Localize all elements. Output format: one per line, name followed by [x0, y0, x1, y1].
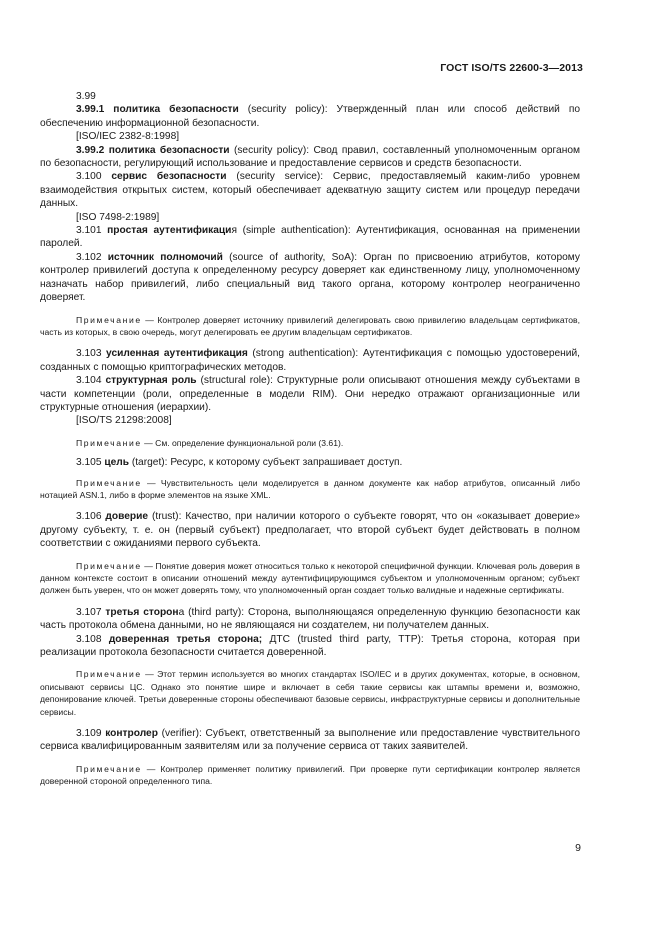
entry-3-108: [40, 633, 580, 660]
document-header: ГОСТ ISO/TS 22600-3—2013: [440, 62, 583, 74]
definition: (verifier): Субъект, ответственный за выполнение или предоставление чувствительного сервиса квалифицированным заявителям или за получение сервиса от таких заявителей.: [40, 728, 580, 753]
entry-number: 3.100: [76, 171, 112, 183]
entry-number: 3.109: [76, 728, 106, 740]
note-text: — Контролер доверяет источнику привилегий делегировать свою привилегию владельцам сертификатов, часть из которых, в свою очередь, могут делегировать ее другим владельцам сертификатов.: [40, 314, 580, 337]
term: контролер: [105, 728, 158, 740]
definition: (security service): Сервис, предоставляемый каким-либо уровнем взаимодействия открытых систем, который обеспечивает адекватную защиту систем или процедур передачи данных.: [40, 171, 581, 210]
entry-3-99-2: [40, 144, 580, 171]
entry-3-105: [40, 456, 580, 469]
entry-3-107: [40, 606, 580, 633]
entry-3-102: [40, 251, 580, 305]
entry-number: 3.108: [76, 633, 109, 645]
term: третья сторон: [105, 606, 179, 618]
note-label: Примечание: [76, 477, 142, 488]
entry-3-104: [40, 374, 580, 414]
reference: [ISO/TS 21298:2008]: [76, 415, 172, 427]
term: сервис безопасности: [111, 171, 227, 183]
note-3-104: [40, 437, 580, 449]
entry-3-99-1: [40, 103, 580, 130]
entry-number: 3.103: [76, 348, 107, 360]
note-label: Примечание: [76, 669, 142, 680]
entry-number: 3.101: [76, 225, 108, 237]
definition: (structural role): Структурные роли описывают отношения между субъектами в части компетенции (роли, определенные в модели RIM). Они нередко отражают организационные или структурные отношения (иерархии).: [40, 375, 581, 413]
entry-number: 3.105: [76, 457, 105, 469]
entry-number: 3.104: [76, 375, 106, 387]
term: 3.99.2 политика безопасности: [76, 144, 230, 156]
entry-3-99: 3.99: [76, 91, 96, 102]
entry-3-100: [40, 170, 580, 210]
note-text: — Контролер применяет политику привилегий. При проверке пути сертификации контролер является доверенной стороной определенного типа.: [40, 763, 580, 787]
term: цель: [104, 457, 129, 469]
entry-number: 3.106: [76, 511, 106, 523]
term: усиленная аутентификация: [106, 348, 248, 360]
reference: [ISO/IEC 2382-8:1998]: [76, 131, 180, 143]
definition: (security policy): Утвержденный план или способ действий по обеспечению информационной безопасности.: [40, 104, 580, 129]
definition: (strong authentication): Аутентификация с помощью удостоверений, созданных с помощью криптографических методов.: [40, 348, 580, 373]
note-text: — Понятие доверия может относиться только к некоторой специфичной функции. Ключевая роль доверия в данном контексте состоит в описании отношений между аутентифицирующимся субъектом и уполномоченным органом; субъект должен быть уверен, что он может доверять тому, что уполномоченный орган создает только валидные и надежные сертификаты.: [40, 560, 580, 596]
note-label: Примечание: [76, 314, 142, 325]
term: 3.99.1 политика безопасности: [76, 104, 239, 116]
note-3-105: [40, 477, 580, 502]
entry-3-106: [40, 510, 580, 550]
term: простая аутентификаци: [107, 225, 232, 237]
entry-number: 3.102: [76, 251, 108, 263]
entry-3-101: [40, 224, 580, 251]
note-label: Примечание: [76, 560, 142, 571]
term: доверие: [105, 511, 149, 523]
note-3-108: [40, 668, 580, 718]
definition: а (third party): Сторона, выполняющаяся определенную функцию безопасности как часть протокола обмена данными, но не являющаяся ни создателем, ни получателем данных.: [40, 606, 580, 632]
note-3-109: [40, 763, 580, 788]
definition: (security policy): Свод правил, составленный уполномоченным органом по безопасности, регулирующий использование и предоставление сервисов и средств безопасности.: [40, 144, 580, 170]
entry-number: 3.107: [76, 606, 106, 618]
definition: (trust): Качество, при наличии которого о субъекте говорят, что он «оказывает доверие» другому субъекту, т. е. он (первый субъект) предполагает, что второй субъект будет действовать в полном соответствии с ожиданиями первого субъекта.: [40, 511, 581, 550]
term: структурная роль: [105, 375, 197, 387]
note-3-106: [40, 560, 580, 597]
note-text: — См. определение функциональной роли (3.61).: [141, 437, 344, 448]
page-number: 9: [575, 842, 581, 854]
note-3-102: [40, 314, 580, 339]
definition: (target): Ресурс, к которому субъект запрашивает доступ.: [129, 457, 403, 469]
document-body: [40, 90, 580, 788]
term: источник полномочий: [107, 251, 223, 263]
reference: [ISO 7498-2:1989]: [76, 211, 160, 223]
note-label: Примечание: [76, 763, 142, 774]
entry-3-109: [40, 727, 580, 754]
note-text: — Этот термин используется во многих стандартах ISO/IEC и в других документах, которые, в основном, описывают сервисы ЦС. Однако это понятие шире и включает в себя такие сервисы как штампы времени и, возможно, депонирование ключей. Третьи доверенные стороны обеспечивают базовые сервисы, инфраструктурные сервисы и дополнительные сервисы.: [40, 669, 580, 717]
note-label: Примечание: [76, 437, 142, 448]
definition: я (simple authentication): Аутентификация, основанная на применении паролей.: [40, 225, 581, 250]
entry-3-103: [40, 347, 580, 374]
note-text: — Чувствительность цели моделируется в данном документе как набор атрибутов, описанный либо нотацией ASN.1, либо в форме элементов на языке XML.: [40, 477, 580, 500]
definition: (source of authority, SoA): Орган по присвоению атрибутов, которому контролер привилегий доступа к определенному ресурсу доверяет как единственному лицу, уполномоченному назначать набор привилегий, либо специальный вид такого органа, которому контролер неограниченно доверяет.: [40, 251, 580, 304]
definition: ДТС (trusted third party, TTP): Третья сторона, которая при реализации протокола безопасности считается доверенной.: [40, 633, 580, 659]
term: доверенная третья сторона;: [108, 633, 263, 645]
